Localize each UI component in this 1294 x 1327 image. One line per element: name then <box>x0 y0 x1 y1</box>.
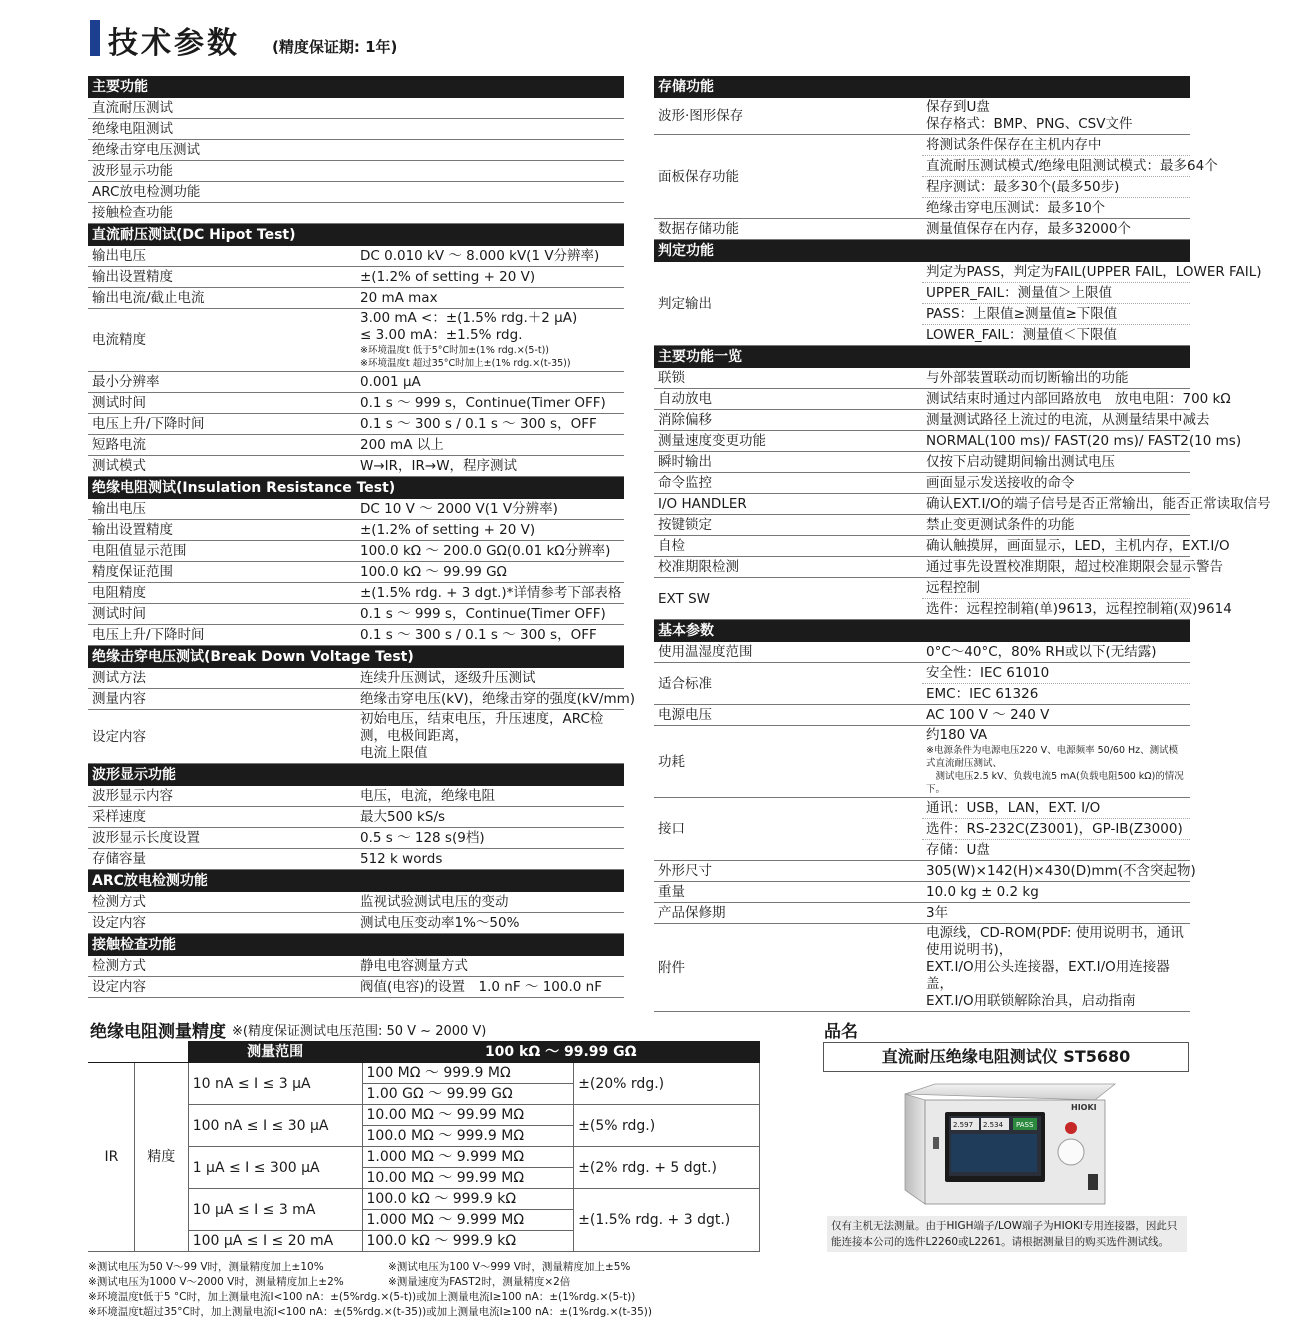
spec-value: 0°C～40°C，80% RH或以下(无结露) <box>922 642 1190 663</box>
spec-value-line: 电流上限值 <box>360 745 428 761</box>
page-title: 技术参数 <box>108 26 240 61</box>
ir-note: ※测试电压为1000 V～2000 V时，测量精度加上±2% <box>88 1276 344 1288</box>
left-spec-table <box>88 76 636 998</box>
spec-row <box>654 431 1190 452</box>
spec-row <box>654 536 1190 557</box>
spec-value: 100.0 kΩ ～ 200.0 GΩ(0.01 kΩ分辨率) <box>356 541 624 562</box>
spec-value: 200 mA 以上 <box>356 435 624 456</box>
spec-label: 设定内容 <box>88 913 356 934</box>
spec-row <box>88 828 624 849</box>
spec-row <box>88 203 624 224</box>
section-header <box>88 764 624 786</box>
spec-label: EXT SW <box>654 578 922 620</box>
section-header <box>88 934 624 956</box>
spec-label: 产品保修期 <box>654 903 922 924</box>
section-header <box>88 224 624 246</box>
spec-label: 按键锁定 <box>654 515 922 536</box>
spec-row <box>654 726 1190 798</box>
brand-logo: HIOKI <box>1071 1103 1097 1112</box>
spec-value: 选件：远程控制箱(单)9613，远程控制箱(双)9614 <box>922 599 1190 620</box>
spec-label: 检测方式 <box>88 892 356 913</box>
spec-value: 阀值(电容)的设置 1.0 nF ～ 100.0 nF <box>356 977 624 998</box>
section-header <box>88 477 624 499</box>
spec-row <box>654 903 1190 924</box>
ir-resistance-range: 10.00 MΩ ～ 99.99 MΩ <box>362 1168 574 1189</box>
spec-row <box>654 135 1190 156</box>
spec-row <box>88 625 624 646</box>
spec-value: 测试电压变动率1%～50% <box>356 913 624 934</box>
spec-value-line: 约180 VA <box>926 727 988 743</box>
spec-row <box>88 372 624 393</box>
spec-value: 305(W)×142(H)×430(D)mm(不含突起物) <box>922 861 1190 882</box>
ir-header-range: 测量范围 <box>188 1042 362 1063</box>
section-header <box>654 240 1190 262</box>
spec-value-line: 3.00 mA <：±(1.5% rdg.＋2 μA) <box>360 310 578 326</box>
spec-note: ※电源条件为电源电压220 V、电源频率 50/60 Hz、测试模式直流耐压测试、 <box>926 745 1179 769</box>
spec-value: 确认EXT.I/O的端子信号是否正常输出，能否正常读取信号 <box>922 494 1190 515</box>
spec-value <box>356 98 624 119</box>
spec-row <box>654 882 1190 903</box>
spec-label: 测试时间 <box>88 393 356 414</box>
section-title: 判定功能 <box>654 240 1190 262</box>
screen-value-2: 2.534 <box>983 1121 1004 1129</box>
ir-row-label: IR <box>89 1063 135 1252</box>
spec-label: 电压上升/下降时间 <box>88 414 356 435</box>
spec-label: 使用温湿度范围 <box>654 642 922 663</box>
spec-value <box>356 710 624 764</box>
spec-label: 电流精度 <box>88 309 356 372</box>
ir-resistance-range: 100.0 kΩ ～ 999.9 kΩ <box>362 1189 574 1210</box>
spec-value <box>356 140 624 161</box>
spec-row <box>654 410 1190 431</box>
spec-label: 输出设置精度 <box>88 520 356 541</box>
spec-value: W→IR，IR→W，程序测试 <box>356 456 624 477</box>
section-title: 主要功能 <box>88 76 624 98</box>
spec-value: LOWER_FAIL：测量值＜下限值 <box>922 325 1190 346</box>
section-title: 主要功能一览 <box>654 346 1190 368</box>
screen-result: PASS <box>1016 1121 1034 1129</box>
spec-value: 绝缘击穿电压测试：最多10个 <box>922 198 1190 219</box>
spec-value: EMC：IEC 61326 <box>922 684 1190 705</box>
spec-value: 通过事先设置校准期限，超过校准期限会显示警告 <box>922 557 1190 578</box>
product-note: 仅有主机无法测量。由于HIGH端子/LOW端子为HIOKI专用连接器，因此只能连接本公司的选件L2260或L2261。请根据测量目的购买选件测试线。 <box>827 1216 1187 1252</box>
section-title: 基本参数 <box>654 620 1190 642</box>
spec-value: DC 10 V ～ 2000 V(1 V分辨率) <box>356 499 624 520</box>
spec-row <box>88 913 624 934</box>
spec-label: 直流耐压测试 <box>88 98 356 119</box>
spec-label: 校准期限检测 <box>654 557 922 578</box>
ir-accuracy-table <box>88 1041 760 1252</box>
ir-resistance-range: 1.000 MΩ ～ 9.999 MΩ <box>362 1210 574 1231</box>
spec-label: ARC放电检测功能 <box>88 182 356 203</box>
spec-value: DC 0.010 kV ～ 8.000 kV(1 V分辨率) <box>356 246 624 267</box>
spec-value: 0.1 s ～ 999 s，Continue(Timer OFF) <box>356 604 624 625</box>
spec-value: 512 k words <box>356 849 624 870</box>
product-name-box: 直流耐压绝缘电阻测试仪 ST5680 <box>823 1042 1189 1072</box>
ir-current-range: 100 nA ≤ I ≤ 30 μA <box>188 1105 362 1147</box>
spec-label: 消除偏移 <box>654 410 922 431</box>
section-title: 波形显示功能 <box>88 764 624 786</box>
ir-accuracy-title: 绝缘电阻测量精度 <box>90 1022 226 1042</box>
spec-value-line: 保存格式：BMP、PNG、CSV文件 <box>926 116 1133 132</box>
spec-label: 波形显示功能 <box>88 161 356 182</box>
spec-row <box>654 663 1190 684</box>
spec-row <box>88 892 624 913</box>
spec-row <box>88 562 624 583</box>
spec-row <box>654 389 1190 410</box>
spec-row <box>654 452 1190 473</box>
spec-label: 设定内容 <box>88 710 356 764</box>
section-header <box>654 346 1190 368</box>
spec-row <box>654 798 1190 819</box>
spec-label: 存储容量 <box>88 849 356 870</box>
spec-label: 波形显示内容 <box>88 786 356 807</box>
spec-value: 20 mA max <box>356 288 624 309</box>
title-accent-bar <box>90 20 100 56</box>
spec-row <box>88 499 624 520</box>
spec-row <box>88 267 624 288</box>
spec-row <box>88 182 624 203</box>
spec-value <box>356 309 624 372</box>
spec-value: 选件：RS-232C(Z3001)，GP-IB(Z3000) <box>922 819 1190 840</box>
spec-row <box>654 557 1190 578</box>
section-title: 绝缘电阻测试(Insulation Resistance Test) <box>88 477 624 499</box>
spec-value: 连续升压测试，逐级升压测试 <box>356 668 624 689</box>
spec-label: 检测方式 <box>88 956 356 977</box>
spec-value: 判定为PASS，判定为FAIL(UPPER FAIL，LOWER FAIL) <box>922 262 1190 283</box>
spec-row <box>88 956 624 977</box>
section-title: ARC放电检测功能 <box>88 870 624 892</box>
spec-row <box>88 710 624 764</box>
spec-value <box>922 98 1190 135</box>
spec-value-line: 电源线，CD-ROM(PDF: 使用说明书，通讯使用说明书)， <box>926 925 1184 958</box>
spec-label: 电压上升/下降时间 <box>88 625 356 646</box>
ir-resistance-range: 1.00 GΩ ～ 99.99 GΩ <box>362 1084 574 1105</box>
spec-value: 仅按下启动键期间输出测试电压 <box>922 452 1190 473</box>
spec-label: 波形显示长度设置 <box>88 828 356 849</box>
ir-note: ※环境温度t低于5 °C时，加上测量电流I<100 nA：±(5%rdg.×(5-t))或加上测量电流I≥100 nA：±(1%rdg.×(5-t)) <box>88 1291 636 1303</box>
spec-value: 0.5 s ～ 128 s(9档) <box>356 828 624 849</box>
spec-label: 测量内容 <box>88 689 356 710</box>
spec-label: 接触检查功能 <box>88 203 356 224</box>
spec-value: 绝缘击穿电压(kV)，绝缘击穿的强度(kV/mm) <box>356 689 624 710</box>
ir-note: ※测量速度为FAST2时，测量精度×2倍 <box>388 1276 571 1288</box>
ir-resistance-range: 10.00 MΩ ～ 99.99 MΩ <box>362 1105 574 1126</box>
spec-row <box>654 262 1190 283</box>
spec-value: ±(1.2% of setting + 20 V) <box>356 267 624 288</box>
spec-note: 测试电压2.5 kV、负载电流5 mA(负载电阻500 kΩ)的情况下。 <box>926 771 1184 795</box>
spec-label: 波形·图形保存 <box>654 98 922 135</box>
spec-value <box>356 203 624 224</box>
ir-accuracy-value: ±(20% rdg.) <box>574 1063 760 1105</box>
spec-value-line: ≤ 3.00 mA：±1.5% rdg. <box>360 327 523 343</box>
ir-accuracy-subtitle: ※(精度保证测试电压范围: 50 V ~ 2000 V) <box>232 1024 487 1039</box>
product-section-title: 品名 <box>824 1022 858 1042</box>
spec-value: 监视试验测试电压的变动 <box>356 892 624 913</box>
ir-resistance-range: 100 MΩ ～ 999.9 MΩ <box>362 1063 574 1084</box>
spec-value: 最大500 kS/s <box>356 807 624 828</box>
spec-value: 0.1 s ～ 999 s，Continue(Timer OFF) <box>356 393 624 414</box>
spec-row <box>654 368 1190 389</box>
spec-value: 静电电容测量方式 <box>356 956 624 977</box>
spec-row <box>88 140 624 161</box>
spec-value-line: EXT.I/O用公头连接器，EXT.I/O用连接器盖， <box>926 959 1170 992</box>
spec-value: 确认触摸屏，画面显示，LED，主机内存，EXT.I/O <box>922 536 1190 557</box>
spec-value <box>922 726 1190 798</box>
spec-row <box>88 98 624 119</box>
spec-label: 适合标准 <box>654 663 922 705</box>
spec-row <box>88 668 624 689</box>
spec-label: 自检 <box>654 536 922 557</box>
spec-row <box>88 246 624 267</box>
spec-value: ±(1.2% of setting + 20 V) <box>356 520 624 541</box>
spec-row <box>88 119 624 140</box>
spec-label: 输出电压 <box>88 246 356 267</box>
ir-header-blank <box>89 1042 189 1063</box>
spec-value: NORMAL(100 ms)/ FAST(20 ms)/ FAST2(10 ms) <box>922 431 1190 452</box>
spec-label: 短路电流 <box>88 435 356 456</box>
spec-value <box>356 161 624 182</box>
spec-value: 0.001 μA <box>356 372 624 393</box>
spec-value: 测量测试路径上流过的电流，从测量结果中减去 <box>922 410 1190 431</box>
ir-current-range: 10 μA ≤ I ≤ 3 mA <box>188 1189 362 1231</box>
spec-label: 电阻值显示范围 <box>88 541 356 562</box>
spec-value: 存储：U盘 <box>922 840 1190 861</box>
ir-resistance-range: 100.0 MΩ ～ 999.9 MΩ <box>362 1126 574 1147</box>
spec-label: 重量 <box>654 882 922 903</box>
ir-resistance-range: 1.000 MΩ ～ 9.999 MΩ <box>362 1147 574 1168</box>
spec-value: 通讯：USB，LAN，EXT. I/O <box>922 798 1190 819</box>
spec-value: 画面显示发送接收的命令 <box>922 473 1190 494</box>
spec-label: 绝缘击穿电压测试 <box>88 140 356 161</box>
spec-value: 电压，电流，绝缘电阻 <box>356 786 624 807</box>
spec-label: 判定输出 <box>654 262 922 346</box>
ir-current-range: 10 nA ≤ I ≤ 3 μA <box>188 1063 362 1105</box>
spec-value: 远程控制 <box>922 578 1190 599</box>
spec-label: 附件 <box>654 924 922 1012</box>
spec-label: 数据存储功能 <box>654 219 922 240</box>
spec-label: 接口 <box>654 798 922 861</box>
spec-value: UPPER_FAIL：测量值＞上限值 <box>922 283 1190 304</box>
spec-value: AC 100 V ～ 240 V <box>922 705 1190 726</box>
spec-label: 联锁 <box>654 368 922 389</box>
spec-row <box>654 98 1190 135</box>
ir-accuracy-label: 精度 <box>134 1063 188 1252</box>
spec-row <box>88 689 624 710</box>
ir-note: ※环境温度t超过35°C时，加上测量电流I<100 nA：±(5%rdg.×(t-35))或加上测量电流I≥100 nA：±(1%rdg.×(t-35)) <box>88 1306 652 1318</box>
spec-label: 测量速度变更功能 <box>654 431 922 452</box>
spec-label: 最小分辨率 <box>88 372 356 393</box>
spec-row <box>654 578 1190 599</box>
spec-row <box>88 604 624 625</box>
ir-accuracy-value: ±(5% rdg.) <box>574 1105 760 1147</box>
spec-row <box>654 705 1190 726</box>
spec-label: 功耗 <box>654 726 922 798</box>
spec-label: 自动放电 <box>654 389 922 410</box>
spec-label: I/O HANDLER <box>654 494 922 515</box>
spec-row <box>88 849 624 870</box>
spec-label: 面板保存功能 <box>654 135 922 219</box>
section-header <box>88 76 624 98</box>
spec-label: 瞬时输出 <box>654 452 922 473</box>
screen-value-1: 2.597 <box>953 1121 974 1129</box>
spec-row <box>88 583 624 604</box>
page-subtitle: (精度保证期: 1年) <box>272 38 398 56</box>
spec-row <box>88 288 624 309</box>
spec-row <box>654 642 1190 663</box>
spec-label: 输出设置精度 <box>88 267 356 288</box>
section-header <box>88 646 624 668</box>
section-title: 直流耐压测试(DC Hipot Test) <box>88 224 624 246</box>
spec-value: 100.0 kΩ ～ 99.99 GΩ <box>356 562 624 583</box>
spec-value <box>922 924 1190 1012</box>
spec-value: 直流耐压测试模式/绝缘电阻测试模式：最多64个 <box>922 156 1190 177</box>
spec-value: 将测试条件保存在主机内存中 <box>922 135 1190 156</box>
spec-row <box>88 807 624 828</box>
spec-value-line: 保存到U盘 <box>926 99 990 115</box>
spec-label: 命令监控 <box>654 473 922 494</box>
ir-accuracy-value: ±(1.5% rdg. + 3 dgt.) <box>574 1189 760 1252</box>
spec-value: 测量值保存在内存，最多32000个 <box>922 219 1190 240</box>
spec-label: 精度保证范围 <box>88 562 356 583</box>
spec-row <box>654 861 1190 882</box>
spec-value: 0.1 s ～ 300 s / 0.1 s ～ 300 s，OFF <box>356 625 624 646</box>
spec-row <box>654 924 1190 1012</box>
spec-row <box>88 977 624 998</box>
ir-current-range: 100 μA ≤ I ≤ 20 mA <box>188 1231 362 1252</box>
spec-value: 10.0 kg ± 0.2 kg <box>922 882 1190 903</box>
spec-row <box>654 515 1190 536</box>
spec-value-line: 初始电压，结束电压，升压速度，ARC检测，电极间距离， <box>360 711 604 744</box>
spec-value <box>356 119 624 140</box>
spec-value: 禁止变更测试条件的功能 <box>922 515 1190 536</box>
spec-row <box>88 541 624 562</box>
spec-row <box>654 473 1190 494</box>
spec-label: 电源电压 <box>654 705 922 726</box>
product-device-image <box>895 1082 1125 1212</box>
right-spec-table <box>654 76 1271 1012</box>
spec-row <box>88 435 624 456</box>
spec-note: ※环境温度t 低于5°C时加±(1% rdg.×(5-t)) <box>360 345 549 356</box>
section-title: 存储功能 <box>654 76 1190 98</box>
spec-value: 安全性：IEC 61010 <box>922 663 1190 684</box>
spec-row <box>88 161 624 182</box>
ir-resistance-range: 100.0 kΩ ～ 999.9 kΩ <box>362 1231 574 1252</box>
spec-value <box>356 182 624 203</box>
ir-accuracy-value: ±(2% rdg. + 5 dgt.) <box>574 1147 760 1189</box>
ir-header-value: 100 kΩ ～ 99.99 GΩ <box>362 1042 760 1063</box>
spec-label: 采样速度 <box>88 807 356 828</box>
spec-label: 测试方法 <box>88 668 356 689</box>
spec-value: 3年 <box>922 903 1190 924</box>
spec-value: 与外部装置联动而切断输出的功能 <box>922 368 1190 389</box>
spec-value: 测试结束时通过内部回路放电 放电电阻：700 kΩ <box>922 389 1190 410</box>
section-header <box>654 620 1190 642</box>
spec-row <box>88 393 624 414</box>
spec-label: 外形尺寸 <box>654 861 922 882</box>
spec-label: 测试时间 <box>88 604 356 625</box>
spec-row <box>88 786 624 807</box>
spec-label: 测试模式 <box>88 456 356 477</box>
section-header <box>654 76 1190 98</box>
spec-row <box>88 456 624 477</box>
spec-label: 输出电流/截止电流 <box>88 288 356 309</box>
ir-note: ※测试电压为50 V～99 V时，测量精度加上±10% <box>88 1261 324 1273</box>
ir-note: ※测试电压为100 V～999 V时，测量精度加上±5% <box>388 1261 631 1273</box>
spec-value: 程序测试：最多30个(最多50步) <box>922 177 1190 198</box>
spec-label: 绝缘电阻测试 <box>88 119 356 140</box>
section-header <box>88 870 624 892</box>
spec-row <box>654 494 1190 515</box>
spec-row <box>88 520 624 541</box>
spec-row <box>654 219 1190 240</box>
ir-current-range: 1 μA ≤ I ≤ 300 μA <box>188 1147 362 1189</box>
section-title: 绝缘击穿电压测试(Break Down Voltage Test) <box>88 646 624 668</box>
section-title: 接触检查功能 <box>88 934 624 956</box>
spec-label: 输出电压 <box>88 499 356 520</box>
spec-value: 0.1 s ～ 300 s / 0.1 s ～ 300 s，OFF <box>356 414 624 435</box>
spec-label: 电阻精度 <box>88 583 356 604</box>
spec-row <box>88 414 624 435</box>
spec-row <box>88 309 624 372</box>
spec-value: ±(1.5% rdg. + 3 dgt.)*详情参考下部表格 <box>356 583 624 604</box>
spec-note: ※环境温度t 超过35°C时加上±(1% rdg.×(t-35)) <box>360 358 571 369</box>
spec-value-line: EXT.I/O用联锁解除治具，启动指南 <box>926 993 1136 1009</box>
spec-value: PASS：上限值≥测量值≥下限值 <box>922 304 1190 325</box>
spec-label: 设定内容 <box>88 977 356 998</box>
